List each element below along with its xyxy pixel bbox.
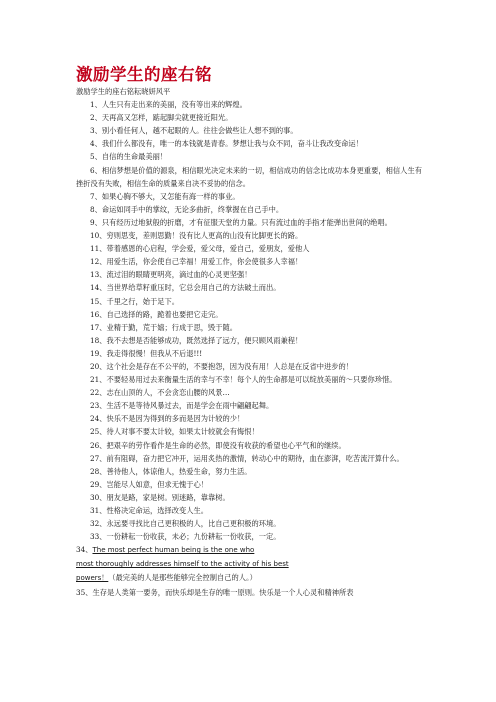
item-number: 32、: [90, 519, 107, 529]
item-text: 不要轻易用过去来衡量生活的幸与不幸！每个人的生命都是可以绽放美丽的～只要你珍惜。: [106, 375, 397, 385]
list-item: [76, 399, 422, 412]
list-item-34b: [76, 557, 422, 571]
item-number: 13、: [90, 270, 107, 280]
item-text: 千里之行，始于足下。: [106, 296, 179, 306]
list-item: [76, 124, 422, 137]
item-number: 5、: [90, 152, 102, 162]
item-number: 28、: [90, 466, 107, 476]
item-text: 善待他人，体谅他人，热爱生命，努力生活。: [106, 466, 252, 476]
list-item: [76, 360, 422, 373]
list-item: [76, 412, 422, 425]
list-item: [76, 517, 422, 530]
item-text: 这个社会是存在不公平的，不要抱怨，因为没有用！人总是在反省中进步的！: [106, 361, 353, 371]
list-item: [76, 268, 422, 281]
list-item: [76, 465, 422, 478]
item-text: 天再高又怎样，踮起脚尖就更接近阳光。: [101, 113, 233, 123]
list-item: [76, 295, 422, 308]
list-item: [76, 216, 422, 229]
list-item: [76, 334, 422, 347]
list-item: [76, 386, 422, 399]
item-number: 4、: [90, 139, 102, 149]
list-item: [76, 150, 422, 163]
chinese-translation: （最完美的人是那些能够完全控制自己的人。）: [108, 573, 257, 583]
item-text: 岂能尽人如意，但求无愧于心！: [106, 479, 208, 489]
item-number: 35、: [76, 587, 93, 597]
item-number: 24、: [90, 414, 107, 424]
item-text: 我走得很慢！但我从不后退!!!: [106, 348, 203, 358]
list-item: [76, 137, 422, 150]
item-text: 我们什么都没有，唯一的本钱就是青春。梦想让我与众不同，奋斗让我改变命运！: [101, 139, 363, 149]
item-text: 前有阻碍，奋力把它冲开，运用炙热的激情，转动心中的期待，血在澎湃，吃苦流汗算什么。: [106, 453, 404, 463]
item-number: 18、: [90, 335, 107, 345]
list-item: [76, 347, 422, 360]
list-item: [76, 164, 422, 190]
item-number: 9、: [90, 217, 102, 227]
item-number: 21、: [90, 375, 107, 385]
list-item: [76, 504, 422, 517]
list-item: [76, 491, 422, 504]
item-number: 31、: [90, 506, 107, 515]
item-number: 16、: [90, 309, 107, 319]
english-text: The most perfect human being is the one who: [92, 546, 255, 555]
item-number: 17、: [90, 322, 107, 332]
item-number: 7、: [90, 191, 102, 201]
item-text: 我不去想是否能够成功，既然选择了远方，便只顾风雨兼程！: [106, 335, 303, 345]
item-number: 1、: [90, 100, 102, 110]
item-number: 33、: [90, 532, 107, 542]
item-text: 带着感恩的心启程，学会爱，爱父母，爱自己，爱朋友，爱他人: [106, 244, 310, 254]
list-item: [76, 478, 422, 491]
item-number: 11、: [90, 244, 107, 254]
list-item: [76, 203, 422, 216]
item-number: 30、: [90, 492, 107, 502]
list-item: [76, 530, 422, 543]
item-number: 10、: [90, 231, 107, 241]
item-text: 如果心胸不够大，又怎能有海一样的事业。: [101, 191, 240, 201]
item-text: 朋友是路，家是树。别迷路，靠靠树。: [106, 492, 230, 502]
item-text: 把艰辛的劳作看作是生命的必然，即使没有收获的希望也心平气和的继续。: [106, 440, 346, 450]
item-number: 22、: [90, 388, 107, 398]
item-number: 26、: [90, 440, 107, 450]
list-item: [76, 229, 422, 242]
item-number: 25、: [90, 427, 107, 437]
list-item: [76, 321, 422, 334]
list-item-35: [76, 586, 422, 599]
list-item-34a: [76, 543, 422, 557]
list-item-34c: [76, 571, 422, 585]
motto-list: [76, 98, 422, 543]
item-text: 待人对事不要太计较，如果太计较就会有悔恨！: [106, 427, 259, 437]
list-item: [76, 373, 422, 386]
item-text: 业精于勤，荒于嬉；行成于思，毁于随。: [106, 322, 237, 332]
item-text: 生活不是等待风暴过去，而是学会在雨中翩翩起舞。: [106, 401, 274, 411]
item-number: 3、: [90, 126, 102, 136]
item-text: 用爱生活，你会使自己幸福！用爱工作，你会使很多人幸福！: [106, 257, 303, 267]
list-item: [76, 255, 422, 268]
item-text: 永远要寻找比自己更积极的人，比自己更积极的环境。: [106, 519, 281, 529]
item-text: 当世界给草籽重压时，它总会用自己的方法破土而出。: [106, 283, 281, 293]
item-number: 15、: [90, 296, 107, 306]
item-number: 23、: [90, 401, 107, 411]
item-text: 别小看任何人，越不起眼的人。往往会做些让人想不到的事。: [101, 126, 298, 136]
list-item: [76, 190, 422, 203]
item-text: 相信梦想是价值的源泉，相信眼光决定未来的一切，相信成功的信念比成功本身更重要，相信人生有挫折没有失败，相信生命的质量来自决不妥协的信念。: [76, 165, 422, 188]
list-item: [76, 242, 422, 255]
list-item: [76, 425, 422, 438]
item-text: 性格决定命运，选择改变人生。: [106, 506, 208, 515]
item-text: 只有经历过地狱般的折磨，才有征服天堂的力量。只有流过血的手指才能弹出世间的绝唱。: [101, 217, 392, 227]
item-number: 19、: [90, 348, 107, 358]
item-text: 穷则思变，差则思勤！没有比人更高的山没有比脚更长的路。: [106, 231, 303, 241]
item-number: 2、: [90, 113, 102, 123]
list-item: [76, 308, 422, 321]
english-text: most thoroughly addresses himself to the activity of his best: [76, 560, 289, 569]
page-title: 激励学生的座右铭: [76, 65, 212, 84]
list-item: [76, 281, 422, 294]
item-number: 27、: [90, 453, 107, 463]
item-number: 34、: [76, 545, 93, 555]
item-number: 8、: [90, 204, 102, 214]
list-item: [76, 452, 422, 465]
english-text: powers！: [76, 574, 109, 583]
item-text: 志在山顶的人，不会贪恋山腰的风景…: [106, 388, 230, 398]
item-text: 快乐不是因为得到的多而是因为计较的少！: [106, 414, 245, 424]
item-number: 6、: [90, 165, 102, 175]
item-number: 14、: [90, 283, 107, 293]
list-item: [76, 98, 422, 111]
item-text: 流过泪的眼睛更明亮，滴过血的心灵更坚强！: [106, 270, 252, 280]
list-item: [76, 439, 422, 452]
list-item: [76, 111, 422, 124]
item-text: 命运如同手中的掌纹，无论多曲折，终掌握在自己手中。: [101, 204, 284, 214]
item-text: 自己选择的路，跪着也要把它走完。: [106, 309, 223, 319]
item-text: 生存是人类第一要务，而快乐却是生存的唯一原则。快乐是一个人心灵和精神所表: [92, 587, 354, 597]
item-text: 人生只有走出来的美丽，没有等出来的辉煌。: [101, 100, 247, 110]
item-number: 20、: [90, 361, 107, 371]
item-text: 自信的生命最美丽！: [101, 152, 168, 162]
document-body: [76, 85, 422, 599]
subtitle: 激励学生的座右铭耘晓妍风平: [76, 87, 171, 96]
item-text: 一份耕耘一份收获，未必；九份耕耘一份收获，一定。: [106, 532, 281, 542]
item-number: 29、: [90, 479, 107, 489]
item-number: 12、: [90, 257, 107, 267]
